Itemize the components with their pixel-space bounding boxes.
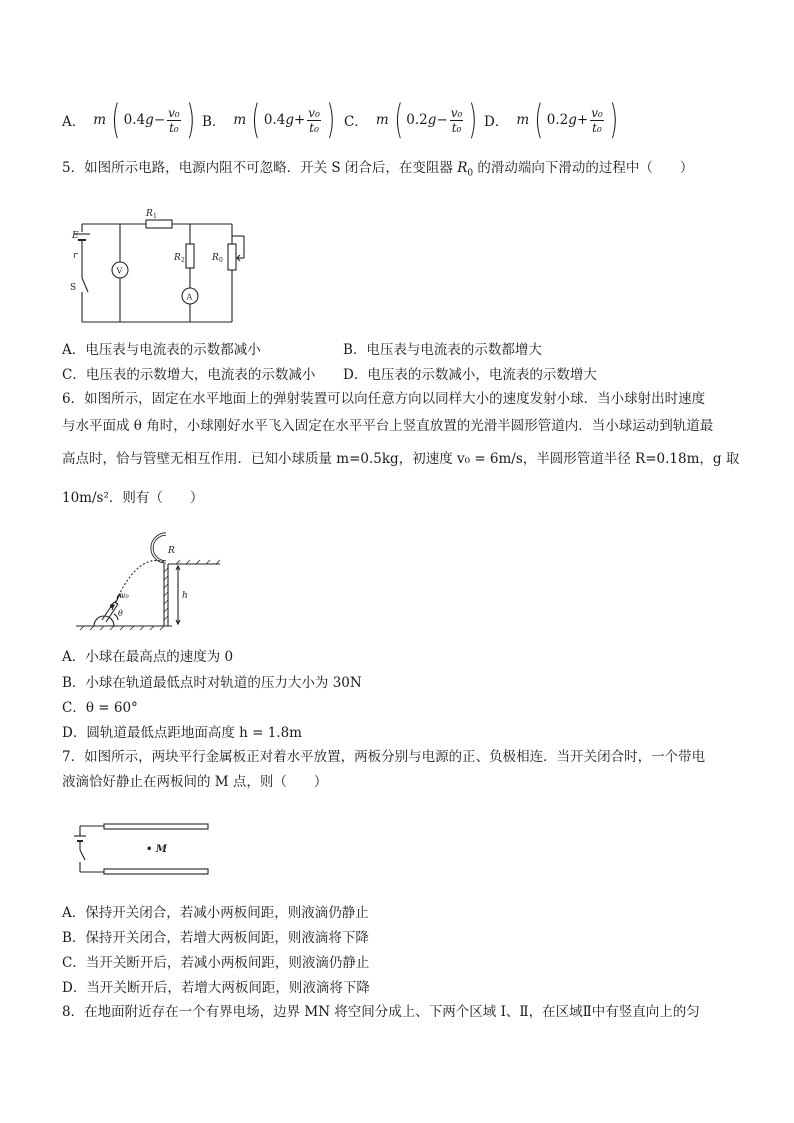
q5-option-c: C．电压表的示数增大，电流表的示数减小 bbox=[62, 367, 316, 383]
g-symbol: g bbox=[427, 112, 437, 128]
label-r: r bbox=[73, 251, 78, 261]
mass-symbol: m bbox=[93, 112, 107, 128]
q6-projectile-diagram bbox=[72, 522, 224, 634]
q6-option-c: C．θ = 60° bbox=[62, 700, 138, 716]
label-theta: θ bbox=[118, 609, 123, 618]
paren-right: ) bbox=[609, 97, 618, 143]
q7-capacitor-diagram bbox=[70, 818, 218, 880]
label-s: S bbox=[70, 283, 77, 293]
ammeter-label: A bbox=[186, 292, 193, 302]
option-label: C． bbox=[344, 114, 368, 130]
coef: 0.4 bbox=[263, 112, 286, 128]
sign: + bbox=[576, 112, 589, 128]
sign: + bbox=[293, 112, 306, 128]
denominator: t₀ bbox=[592, 120, 602, 135]
sign: − bbox=[153, 112, 166, 128]
option-label: D． bbox=[484, 114, 509, 130]
fraction bbox=[167, 106, 181, 135]
paren-right: ) bbox=[326, 97, 335, 143]
sign: − bbox=[436, 112, 448, 128]
q6-line3: 高点时，恰与管壁无相互作用．已知小球质量 m=0.5kg，初速度 v₀ = 6m/s，半圆形管道半径 R=0.18m，g 取 bbox=[62, 451, 740, 467]
expr bbox=[124, 112, 165, 128]
voltmeter-label: V bbox=[116, 266, 123, 276]
q7-line2: 液滴恰好静止在两板间的 M 点，则（ ） bbox=[62, 774, 328, 790]
paren-left: ( bbox=[534, 97, 544, 143]
q7-option-b: B．保持开关闭合，若增大两板间距，则液滴将下降 bbox=[62, 930, 369, 946]
q5-option-d: D．电压表的示数减小，电流表的示数增大 bbox=[343, 367, 597, 383]
label-r2: R bbox=[174, 253, 181, 263]
g-symbol: g bbox=[285, 112, 294, 128]
q7-line1: 7．如图所示，两块平行金属板正对着水平放置，两板分别与电源的正、负极相连．当开关闭合时，一个带电 bbox=[62, 749, 706, 765]
paren-left: ( bbox=[251, 97, 261, 143]
option-label: B． bbox=[202, 114, 226, 130]
label-r0-sub: 0 bbox=[219, 257, 223, 264]
label-r1: R bbox=[146, 209, 153, 219]
coef: 0.2 bbox=[406, 112, 428, 128]
label-height: h bbox=[182, 591, 188, 601]
g-symbol: g bbox=[145, 112, 154, 128]
denominator: t₀ bbox=[309, 120, 319, 135]
q5-circuit-diagram bbox=[66, 200, 252, 328]
mass-symbol: m bbox=[516, 112, 530, 128]
q8-line1: 8．在地面附近存在一个有界电场，边界 MN 将空间分成上、下两个区域 Ⅰ、Ⅱ，在区域Ⅱ中有竖直向上的匀 bbox=[62, 1004, 700, 1020]
fraction bbox=[450, 106, 464, 135]
q6-option-d: D．圆轨道最低点距地面高度 h = 1.8m bbox=[62, 725, 302, 741]
q7-option-c: C．当开关断开后，若减小两板间距，则液滴仍静止 bbox=[62, 955, 370, 971]
q4-option-a bbox=[62, 96, 198, 144]
q6-line4: 10m/s²．则有（ ） bbox=[62, 490, 204, 506]
numerator: v₀ bbox=[450, 105, 463, 120]
mass-symbol: m bbox=[375, 112, 389, 128]
expr bbox=[547, 112, 588, 128]
q5-stem bbox=[62, 158, 693, 184]
option-label: A． bbox=[62, 114, 86, 130]
paren-left: ( bbox=[394, 97, 403, 143]
q5-option-b: B．电压表与电流表的示数都增大 bbox=[343, 342, 542, 358]
q5-stem-sub: 0 bbox=[467, 168, 474, 179]
fraction bbox=[307, 106, 321, 135]
paren-right: ) bbox=[468, 97, 478, 143]
coef: 0.2 bbox=[546, 112, 569, 128]
fraction bbox=[590, 106, 604, 135]
q4-option-c bbox=[344, 96, 481, 144]
q4-option-b bbox=[202, 96, 339, 144]
q5-option-a: A．电压表与电流表的示数都减小 bbox=[62, 342, 261, 358]
q6-option-a: A．小球在最高点的速度为 0 bbox=[62, 649, 234, 665]
q6-option-b: B．小球在轨道最低点时对轨道的压力大小为 30N bbox=[62, 675, 362, 691]
numerator: v₀ bbox=[168, 105, 180, 120]
label-r2-sub: 2 bbox=[181, 257, 185, 264]
q7-option-a: A．保持开关闭合，若减小两板间距，则液滴仍静止 bbox=[62, 905, 369, 921]
q6-line1: 6．如图所示，固定在水平地面上的弹射装置可以向任意方向以同样大小的速度发射小球．当小球射出时速度 bbox=[62, 391, 706, 407]
q5-stem-a: 5．如图所示电路，电源内阻不可忽略．开关 S 闭合后，在变阻器 bbox=[62, 160, 458, 176]
denominator: t₀ bbox=[451, 120, 462, 135]
ball-icon bbox=[110, 604, 114, 608]
expr bbox=[264, 112, 305, 128]
label-v0: v₀ bbox=[121, 591, 129, 600]
denominator: t₀ bbox=[169, 120, 179, 135]
mass-symbol: m bbox=[233, 112, 247, 128]
q5-stem-b: 的滑动端向下滑动的过程中（ ） bbox=[473, 160, 694, 176]
g-symbol: g bbox=[568, 112, 577, 128]
q7-option-d: D．当开关断开后，若增大两板间距，则液滴将下降 bbox=[62, 980, 370, 996]
label-r0: R bbox=[212, 253, 219, 263]
label-r1-sub: 1 bbox=[153, 213, 157, 220]
q5-stem-var: R bbox=[457, 160, 468, 176]
label-radius: R bbox=[168, 546, 175, 556]
q4-option-d bbox=[484, 96, 621, 144]
label-e: E bbox=[72, 231, 79, 241]
expr bbox=[406, 112, 447, 128]
point-m-label: • M bbox=[146, 844, 167, 855]
paren-right: ) bbox=[186, 97, 195, 143]
coef: 0.4 bbox=[123, 112, 146, 128]
numerator: v₀ bbox=[591, 105, 603, 120]
q6-line2: 与水平面成 θ 角时，小球刚好水平飞入固定在水平平台上竖直放置的光滑半圆形管道内．当小球运动到轨道最 bbox=[62, 418, 714, 434]
paren-left: ( bbox=[111, 97, 121, 143]
numerator: v₀ bbox=[308, 105, 320, 120]
